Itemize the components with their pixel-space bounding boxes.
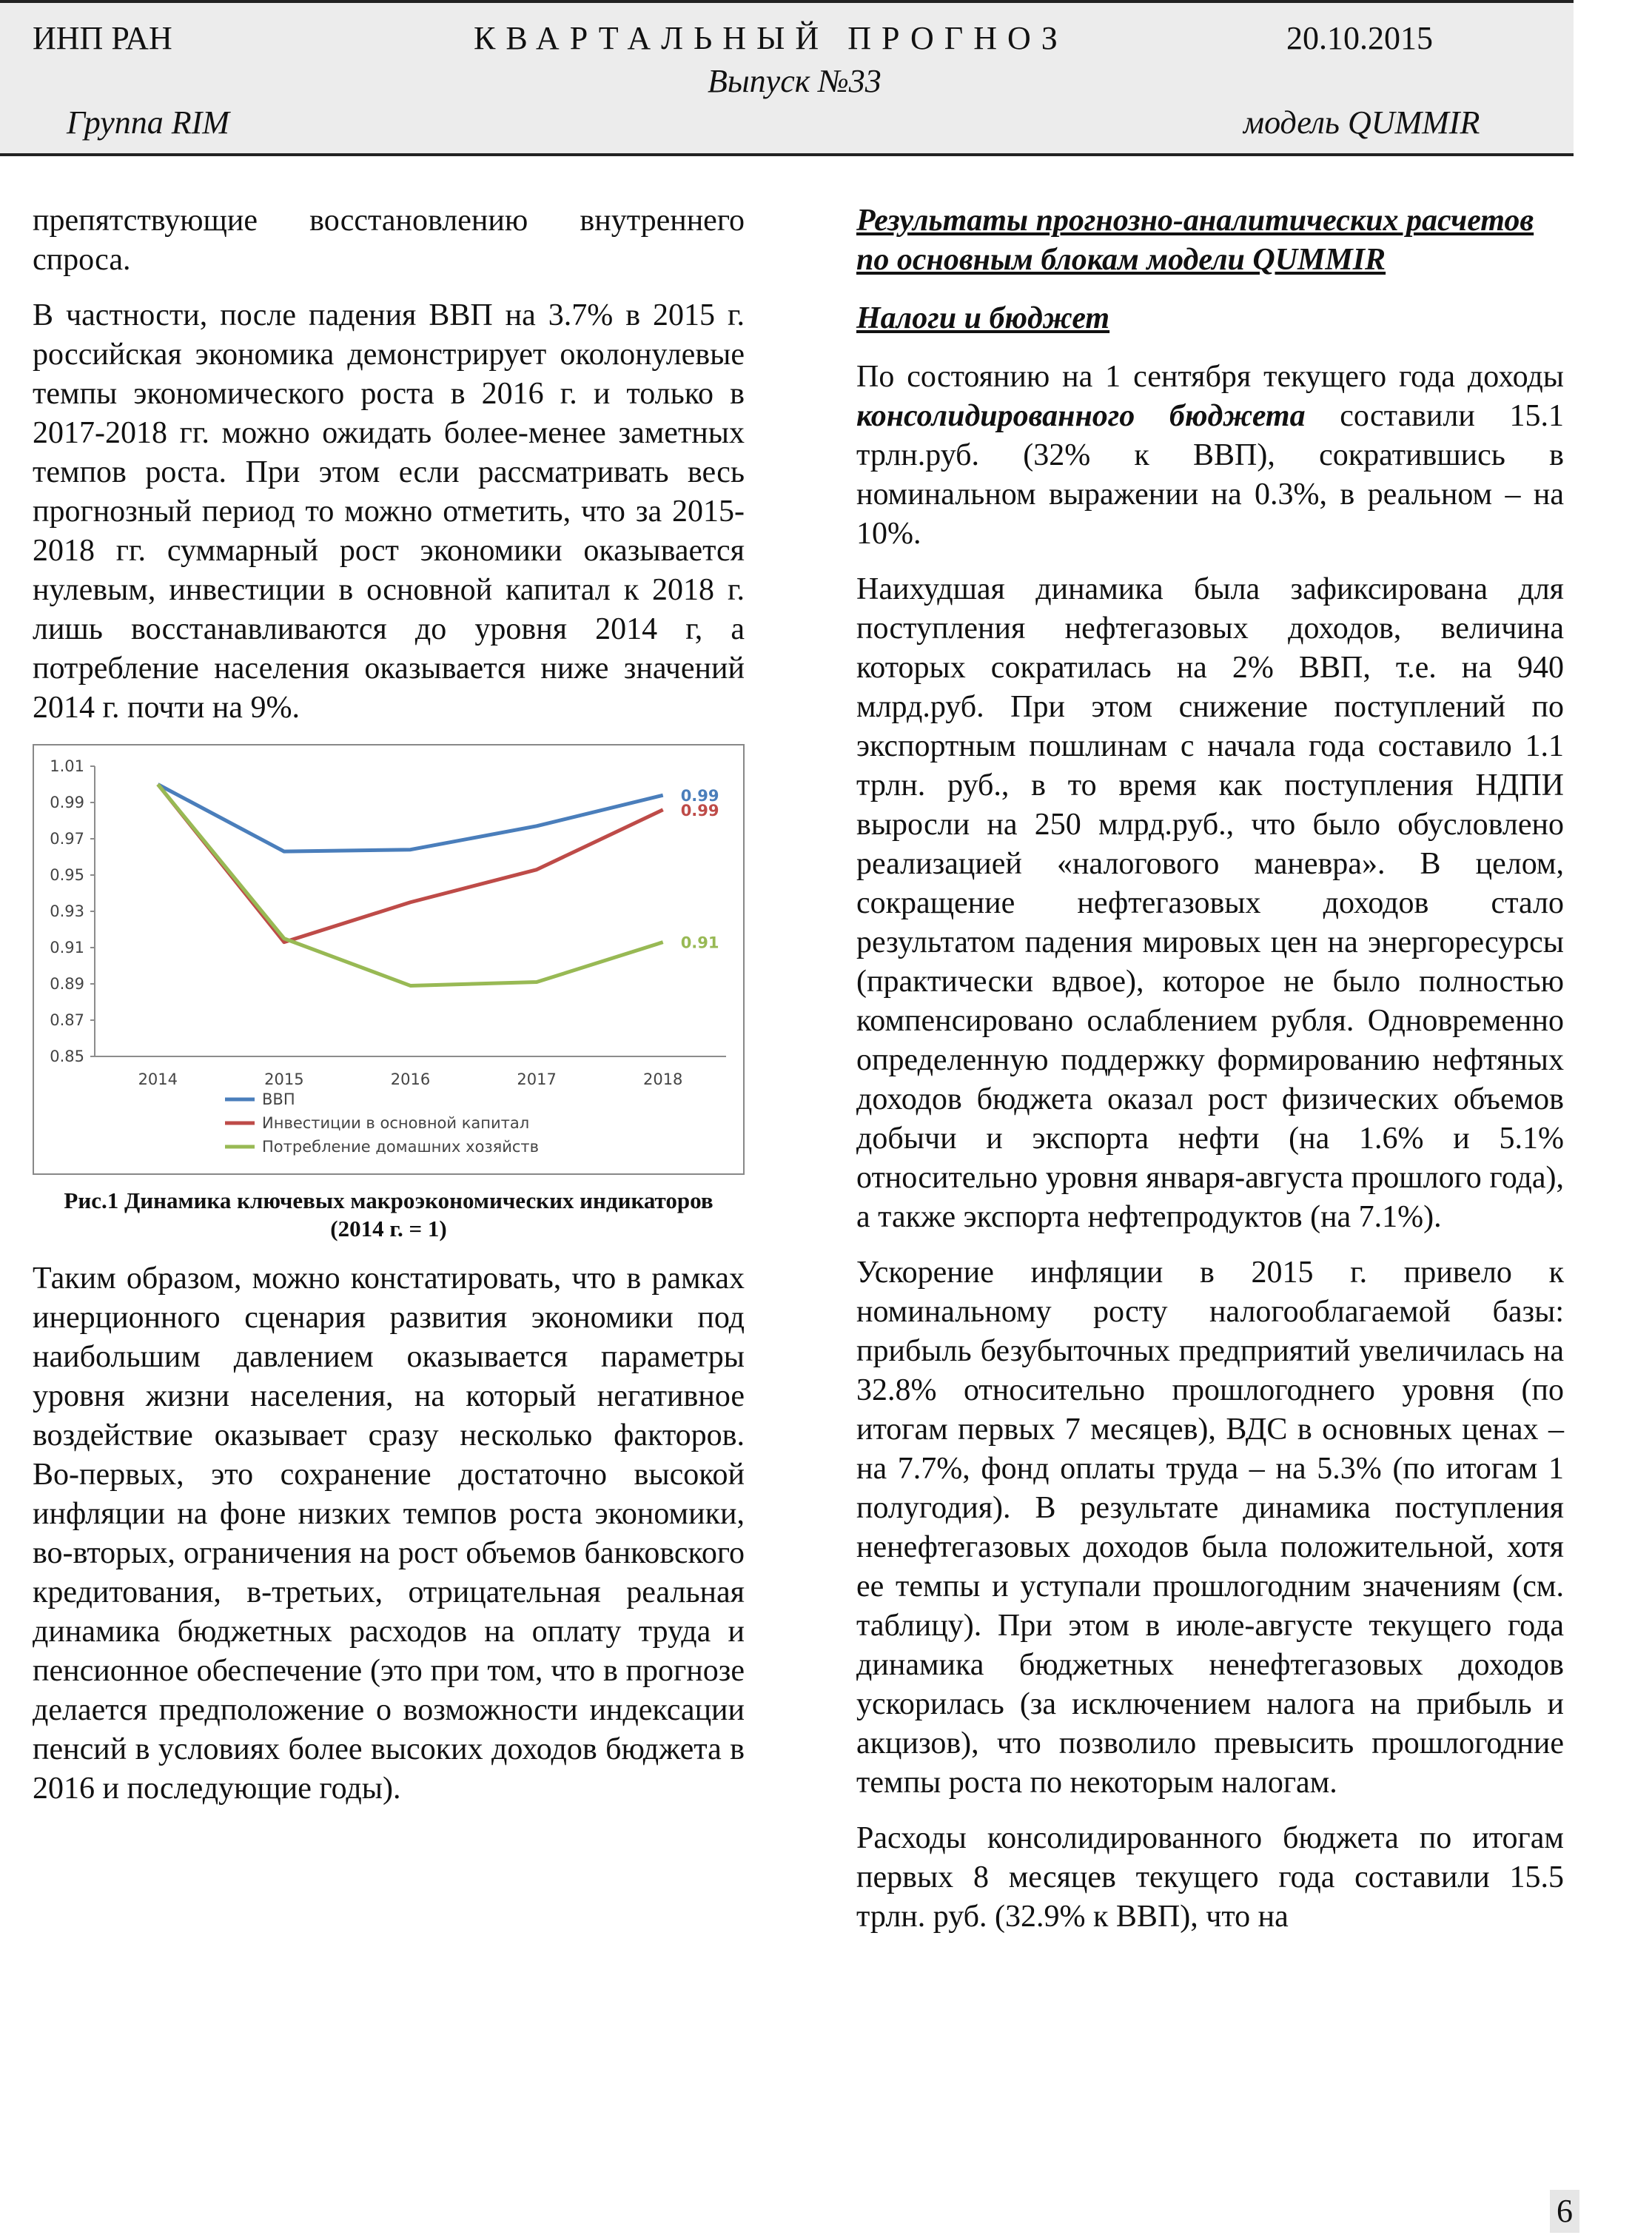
y-tick-label: 0.85 [50, 1048, 84, 1065]
header-model: модель QUMMIR [1243, 104, 1480, 141]
x-tick-label: 2015 [264, 1070, 304, 1088]
figure-caption [33, 1187, 745, 1243]
y-tick-label: 0.91 [50, 939, 84, 956]
legend-label: Потребление домашних хозяйств [262, 1138, 540, 1156]
x-tick-label: 2017 [517, 1070, 557, 1088]
right-column [856, 201, 1564, 1953]
left-column [33, 201, 745, 1825]
right-paragraph-2: Наихудшая динамика была зафиксирована для поступления нефтегазовых доходов, величина которых сократилась на 2% ВВП, т.е. на 940 млрд.руб. При этом снижение поступлений по экспортным пошлинам с начала года составило 1.1 трлн. руб., в то время как поступления НДПИ выросли на 250 млрд.руб., что было обусловлено реализацией «налогового маневра». В целом, сокращение нефтегазовых доходов стало результатом падения мировых цен на энергоресурсы (практически вдвое), которое не было полностью компенсировано ослаблением рубля. Одновременно определенную поддержку формированию нефтяных доходов бюджета оказал рост физических объемов добычи и экспорта нефти (на 1.6% и 5.1% относительно уровня января-августа прошлого года), а также экспорта нефтепродуктов (на 7.1%). [856, 572, 1564, 1234]
header-issue: Выпуск №33 [708, 63, 882, 99]
y-tick-label: 0.99 [50, 794, 84, 811]
y-tick-label: 0.89 [50, 975, 84, 993]
header-group: Группа RIM [67, 104, 229, 141]
series-end-label: 0.91 [680, 934, 719, 952]
page-header [0, 0, 1574, 156]
legend-label: Инвестиции в основной капитал [262, 1114, 530, 1132]
right-paragraph-1-end: составили 15.1 трлн.руб. (32% к ВВП), сократившись в номинальном выражении на 0.3%, в реальном – на 10%. [856, 399, 1564, 551]
page-number: 6 [1550, 2190, 1579, 2233]
x-tick-label: 2018 [642, 1070, 683, 1088]
y-tick-label: 0.95 [50, 866, 84, 884]
left-paragraph-3: Таким образом, можно констатировать, что в рамках инерционного сценария развития экономики под наибольшим давлением оказывается параметры уровня жизни населения, на который негативное воздействие оказывает сразу несколько факторов. Во-первых, это сохранение достаточно высокой инфляции на фоне низких темпов роста экономики, во-вторых, ограничения на рост объемов банковского кредитования, в-третьих, отрицательная реальная динамика бюджетных расходов на оплату труда и пенсионное обеспечение (это при том, что в прогнозе делается предположение о возможности индексации пенсий в условиях более высоких доходов бюджета в 2016 и последующие годы). [33, 1261, 745, 1806]
right-paragraph-4: Расходы консолидированного бюджета по итогам первых 8 месяцев текущего года составили 15.5 трлн. руб. (32.9% к ВВП), что на [856, 1821, 1564, 1934]
y-tick-label: 0.87 [50, 1011, 84, 1029]
right-paragraph-1-start: По состоянию на 1 сентября текущего года доходы [856, 360, 1564, 394]
right-paragraph-3: Ускорение инфляции в 2015 г. привело к номинальному росту налогооблагаемой базы: прибыль безубыточных предприятий увеличилась на 32.8% относительно прошлогоднего уровня (по итогам первых 7 месяцев), ВДС в основных ценах – на 7.7%, фонд оплаты труда – на 5.3% (по итогам 1 полугодия). В результате динамика поступления ненефтегазовых доходов была положительной, хотя ее темпы и уступали прошлогодним значениям (см. таблицу). При этом в июле-августе текущего года динамика бюджетных ненефтегазовых доходов ускорилась (за исключением налога на прибыль и акцизов), что позволило превысить прошлогодние темпы роста по некоторым налогам. [856, 1256, 1564, 1800]
series-end-label: 0.99 [680, 787, 719, 805]
series-line [158, 785, 662, 852]
header-title: КВАРТАЛЬНЫЙ ПРОГНОЗ [474, 20, 1068, 56]
header-date: 20.10.2015 [1286, 20, 1433, 56]
macro-indicators-chart [33, 744, 745, 1175]
figure-caption-line-2: (2014 г. = 1) [330, 1216, 447, 1242]
y-tick-label: 0.93 [50, 902, 84, 920]
y-tick-label: 1.01 [50, 757, 84, 775]
legend-label: ВВП [262, 1090, 295, 1108]
y-tick-label: 0.97 [50, 830, 84, 848]
x-tick-label: 2016 [390, 1070, 431, 1088]
left-paragraph-2: В частности, после падения ВВП на 3.7% в 2015 г. российская экономика демонстрирует околонулевые темпы экономического роста в 2016 г. и только в 2017-2018 гг. можно ожидать более-менее заметных темпов роста. При этом если рассматривать весь прогнозный период то можно отметить, что за 2015-2018 гг. суммарный рост экономики оказывается нулевым, инвестиции в основной капитал к 2018 г. лишь восстанавливаются до уровня 2014 г, а потребление населения оказывается ниже значений 2014 г. почти на 9%. [33, 298, 745, 725]
chart-svg [34, 745, 743, 1173]
header-org: ИНП РАН [33, 20, 172, 56]
figure-caption-line-1: Рис.1 Динамика ключевых макроэкономических индикаторов [64, 1187, 713, 1213]
x-tick-label: 2014 [138, 1070, 178, 1088]
series-line [158, 785, 662, 942]
consolidated-budget-term: консолидированного бюджета [856, 399, 1306, 433]
series-end-label: 0.99 [680, 801, 719, 820]
left-paragraph-1: препятствующие восстановлению внутреннего спроса. [33, 204, 745, 277]
section-title: Результаты прогнозно-аналитических расчетов по основным блокам модели QUMMIR [856, 204, 1534, 277]
subsection-title: Налоги и бюджет [856, 301, 1110, 335]
right-paragraph-1 [856, 358, 1564, 554]
